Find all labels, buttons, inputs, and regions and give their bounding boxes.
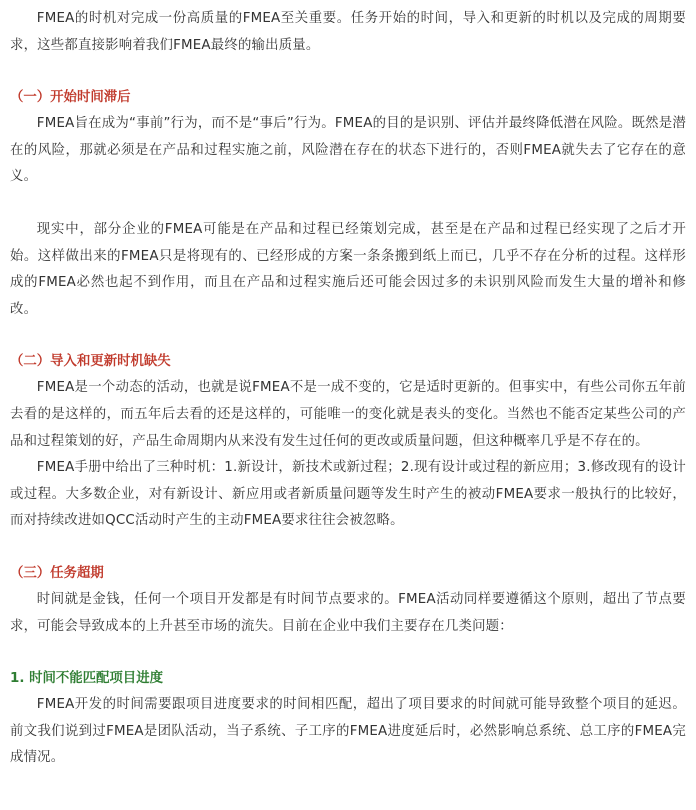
section-1-paragraph-1: FMEA旨在成为“事前”行为，而不是“事后”行为。FMEA的目的是识别、评估并最终降低潜在风险。既然是潜在的风险，那就必须是在产品和过程实施之前，风险潜在存在的状态下进行的，否则FMEA就失去了它存在的意义。 bbox=[10, 116, 686, 185]
section-1-paragraph-2: 现实中，部分企业的FMEA可能是在产品和过程已经策划完成，甚至是在产品和过程已经实现了之后才开始。这样做出来的FMEA只是将现有的、已经形成的方案一条条搬到纸上而已，几乎不存在分析的过程。这样形成的FMEA必然也起不到作用，而且在产品和过程实施后还可能会因过多的未识别风险而发生大量的增补和修改。 bbox=[10, 221, 686, 317]
section-2-paragraph-1: FMEA是一个动态的活动，也就是说FMEA不是一成不变的，它是适时更新的。但事实中，有些公司你五年前去看的是这样的，而五年后去看的还是这样的，可能唯一的变化就是表头的变化。当然也不能否定某些公司的产品和过程策划的好，产品生命周期内从来没有发生过任何的更改或质量问题，但这种概率几乎是不存在的。 bbox=[10, 380, 686, 449]
section-3-paragraph-1: 时间就是金钱，任何一个项目开发都是有时间节点要求的。FMEA活动同样要遵循这个原则，超出了节点要求，可能会导致成本的上升甚至市场的流失。目前在企业中我们主要存在几类问题： bbox=[10, 591, 686, 634]
section-2-paragraph-2: FMEA手册中给出了三种时机：1.新设计，新技术或新过程；2.现有设计或过程的新应用；3.修改现有的设计或过程。大多数企业，对有新设计、新应用或者新质量问题等发生时产生的被动FMEA要求一般执行的比较好，而对持续改进如QCC活动时产生的主动FMEA要求往往会被忽略。 bbox=[10, 460, 686, 529]
intro-paragraph: FMEA的时机对完成一份高质量的FMEA至关重要。任务开始的时间，导入和更新的时机以及完成的周期要求，这些都直接影响着我们FMEA最终的输出质量。 bbox=[10, 11, 686, 53]
subsection-title: 1. 时间不能匹配项目进度 bbox=[10, 671, 163, 687]
section-title-2: （二）导入和更新时机缺失 bbox=[10, 354, 171, 370]
spacer bbox=[10, 535, 686, 561]
spacer bbox=[10, 323, 686, 349]
section-title-3: （三）任务超期 bbox=[10, 565, 104, 581]
spacer bbox=[10, 59, 686, 85]
spacer bbox=[10, 640, 686, 666]
spacer bbox=[10, 191, 686, 217]
subsection-paragraph: FMEA开发的时间需要跟项目进度要求的时间相匹配，超出了项目要求的时间就可能导致整个项目的延迟。前文我们说到过FMEA是团队活动，当子系统、子工序的FMEA进度延后时，必然影响总系统、总工序的FMEA完成情况。 bbox=[10, 697, 686, 766]
section-title-1: （一）开始时间滞后 bbox=[10, 90, 131, 106]
